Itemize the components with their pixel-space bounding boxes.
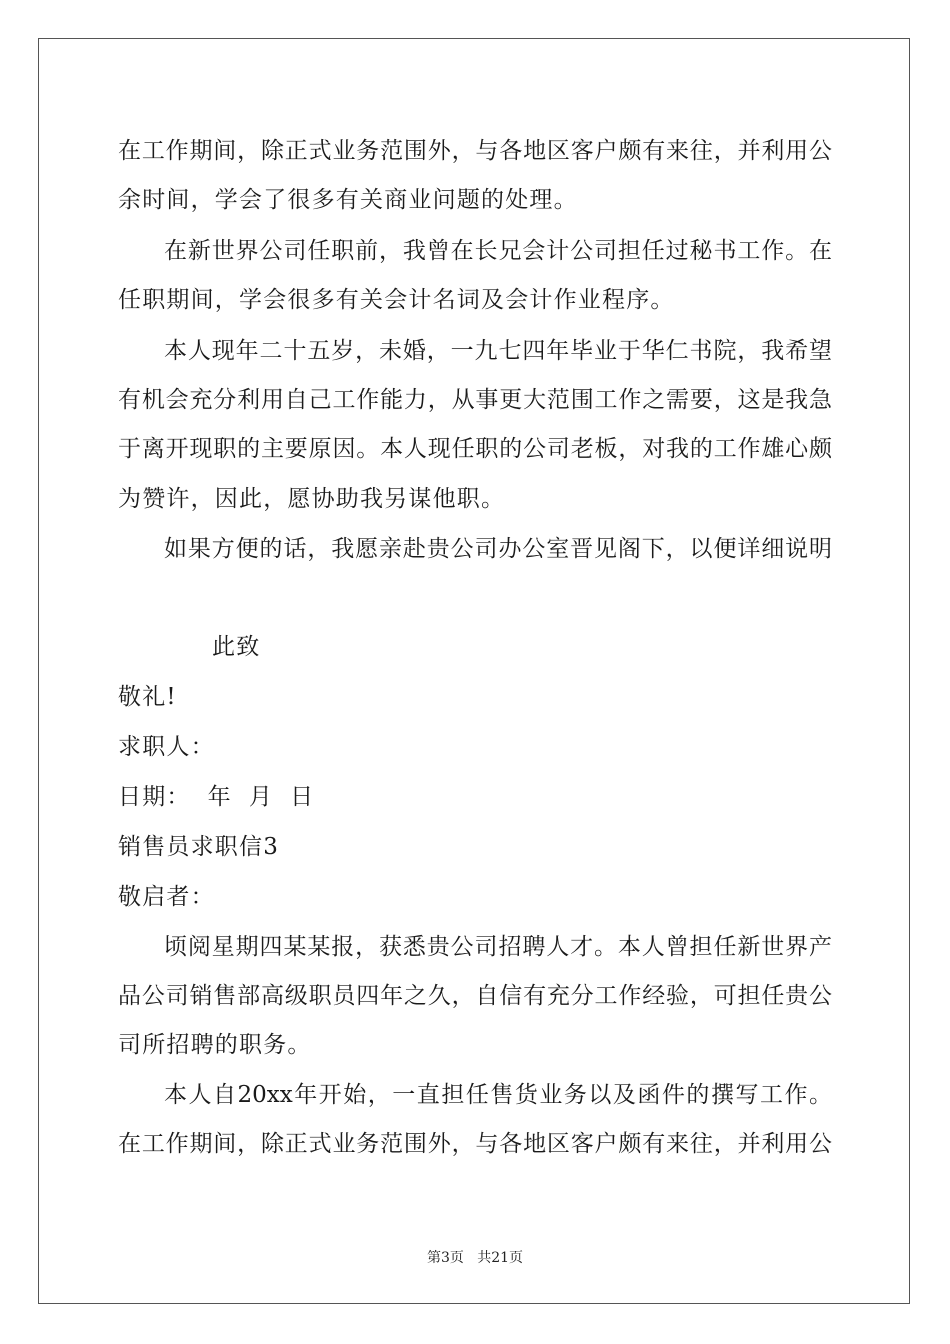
body-text-line: 有机会充分利用自己工作能力，从事更大范围工作之需要，这是我急 (118, 387, 832, 413)
body-text-line: 于离开现职的主要原因。本人现任职的公司老板，对我的工作雄心颇 (118, 436, 832, 462)
body-text-line: 司所招聘的职务。 (118, 1032, 312, 1058)
body-text-line: 余时间，学会了很多有关商业问题的处理。 (118, 187, 578, 213)
body-text-line: 本人现年二十五岁，未婚，一九七四年毕业于华仁书院，我希望 (164, 338, 832, 364)
page-border (38, 38, 910, 1304)
body-text-line: 任职期间，学会很多有关会计名词及会计作业程序。 (118, 287, 675, 313)
section-title: 销售员求职信3 (118, 834, 280, 860)
date-label: 日期： 年 月 日 (118, 784, 315, 810)
body-text-line: 为赞许，因此，愿协助我另谋他职。 (118, 486, 506, 512)
body-text-line: 在新世界公司任职前，我曾在长兄会计公司担任过秘书工作。在 (164, 238, 832, 264)
body-text-line: 本人自20xx年开始，一直担任售货业务以及函件的撰写工作。 (164, 1082, 832, 1108)
applicant-label: 求职人： (118, 734, 215, 760)
body-text-line: 在工作期间，除正式业务范围外，与各地区客户颇有来往，并利用公 (118, 1131, 832, 1157)
closing-regards: 敬礼! (118, 684, 177, 710)
closing-salutation: 此致 (212, 634, 261, 660)
body-text-line: 如果方便的话，我愿亲赴贵公司办公室晋见阁下，以便详细说明 (164, 536, 832, 562)
body-text-line: 顷阅星期四某某报，获悉贵公司招聘人才。本人曾担任新世界产 (164, 934, 832, 960)
body-text-line: 在工作期间，除正式业务范围外，与各地区客户颇有来往，并利用公 (118, 138, 832, 164)
greeting: 敬启者： (118, 884, 215, 910)
page-number-footer: 第3页 共21页 (426, 1250, 524, 1266)
body-text-line: 品公司销售部高级职员四年之久，自信有充分工作经验，可担任贵公 (118, 983, 832, 1009)
